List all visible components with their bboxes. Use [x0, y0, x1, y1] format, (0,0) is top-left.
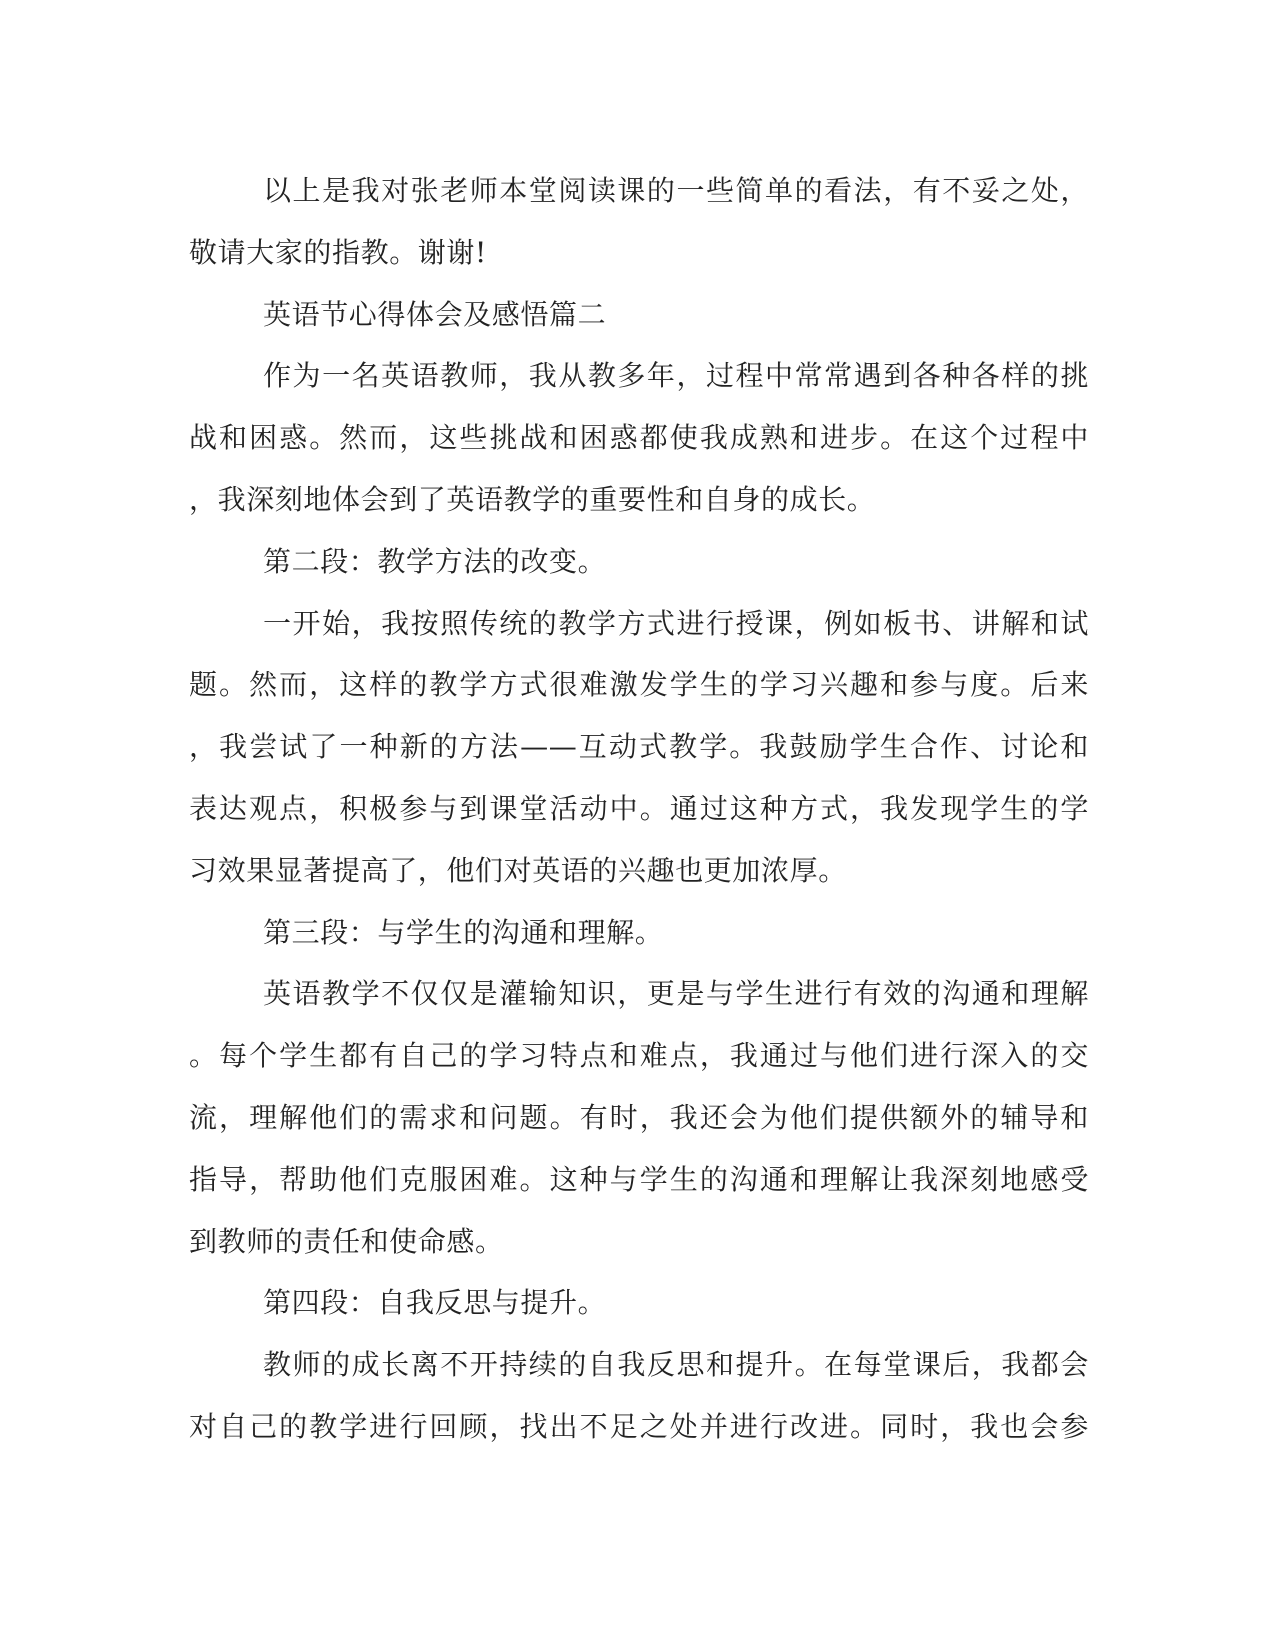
paragraph-line: 战和困惑。然而，这些挑战和困惑都使我成熟和进步。在这个过程中	[189, 421, 1089, 455]
paragraph-line: 作为一名英语教师，我从教多年，过程中常常遇到各种各样的挑	[263, 359, 1089, 393]
paragraph-line: 。每个学生都有自己的学习特点和难点，我通过与他们进行深入的交	[189, 1039, 1089, 1073]
section-heading: 第二段：教学方法的改变。	[263, 544, 607, 578]
paragraph-line: ，我深刻地体会到了英语教学的重要性和自身的成长。	[189, 482, 876, 516]
paragraph-line: 教师的成长离不开持续的自我反思和提升。在每堂课后，我都会	[263, 1348, 1089, 1382]
paragraph-line: 以上是我对张老师本堂阅读课的一些简单的看法，有不妥之处，	[263, 174, 1089, 207]
paragraph-line: 到教师的责任和使命感。	[189, 1224, 504, 1258]
section-heading: 第三段：与学生的沟通和理解。	[263, 915, 664, 949]
paragraph-line: 对自己的教学进行回顾，找出不足之处并进行改进。同时，我也会参	[189, 1409, 1089, 1443]
paragraph-line: 表达观点，积极参与到课堂活动中。通过这种方式，我发现学生的学	[189, 791, 1089, 825]
paragraph-line: 英语教学不仅仅是灌输知识，更是与学生进行有效的沟通和理解	[263, 977, 1089, 1011]
paragraph-line: 一开始，我按照传统的教学方式进行授课，例如板书、讲解和试	[263, 606, 1089, 640]
paragraph-line: ，我尝试了一种新的方法——互动式教学。我鼓励学生合作、讨论和	[189, 730, 1089, 764]
paragraph-line: 敬请大家的指教。谢谢!	[189, 235, 487, 269]
paragraph-line: 指导，帮助他们克服困难。这种与学生的沟通和理解让我深刻地感受	[189, 1162, 1089, 1196]
paragraph-line: 题。然而，这样的教学方式很难激发学生的学习兴趣和参与度。后来	[189, 668, 1089, 702]
document-body	[189, 160, 1089, 1458]
section-heading: 第四段：自我反思与提升。	[263, 1286, 607, 1320]
paragraph-line: 习效果显著提高了，他们对英语的兴趣也更加浓厚。	[189, 853, 847, 887]
paragraph-line: 流，理解他们的需求和问题。有时，我还会为他们提供额外的辅导和	[189, 1100, 1089, 1134]
section-heading: 英语节心得体会及感悟篇二	[263, 297, 607, 331]
